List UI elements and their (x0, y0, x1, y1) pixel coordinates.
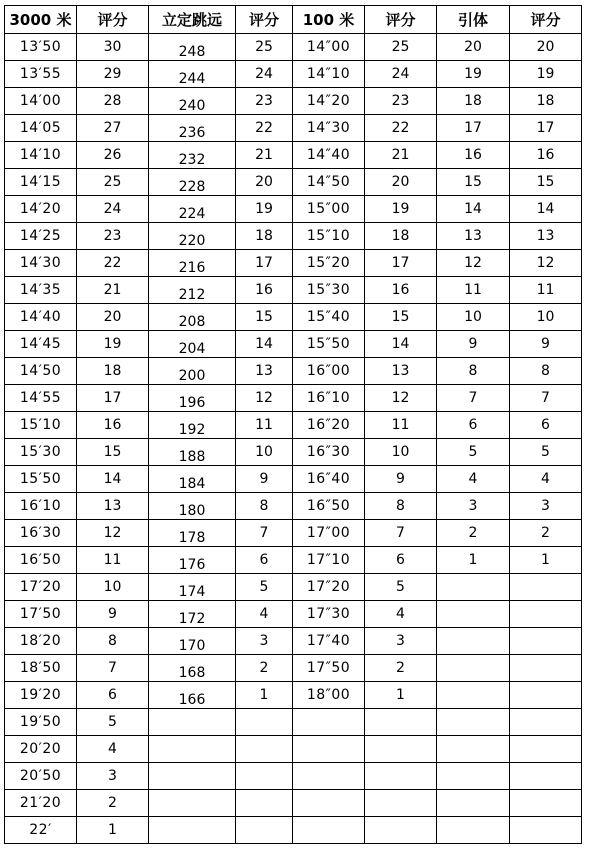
cell-3000m-time: 20′50 (5, 763, 77, 790)
cell-pull-up: 15 (437, 169, 510, 196)
cell-long-jump-score: 7 (236, 520, 293, 547)
cell-long-jump: 232 (149, 142, 236, 169)
cell-100m-score: 5 (365, 574, 437, 601)
cell-pull-up (437, 709, 510, 736)
cell-long-jump-score: 24 (236, 61, 293, 88)
cell-pull-up (437, 790, 510, 817)
cell-100m-score: 18 (365, 223, 437, 250)
cell-long-jump: 244 (149, 61, 236, 88)
cell-long-jump: 200 (149, 358, 236, 385)
cell-long-jump: 212 (149, 277, 236, 304)
cell-100m-time: 14″10 (293, 61, 365, 88)
cell-long-jump-score: 25 (236, 34, 293, 61)
table-row (5, 628, 582, 655)
cell-100m-time: 17″30 (293, 601, 365, 628)
table-row (5, 736, 582, 763)
cell-3000m-score: 22 (77, 250, 149, 277)
cell-pull-up: 12 (437, 250, 510, 277)
cell-pull-up-score: 20 (510, 34, 582, 61)
cell-long-jump (149, 763, 236, 790)
cell-pull-up-score: 6 (510, 412, 582, 439)
cell-long-jump-score: 23 (236, 88, 293, 115)
cell-100m-time: 15″40 (293, 304, 365, 331)
cell-long-jump (149, 736, 236, 763)
cell-3000m-score: 5 (77, 709, 149, 736)
cell-100m-score: 20 (365, 169, 437, 196)
table-row (5, 331, 582, 358)
cell-100m-time: 17″40 (293, 628, 365, 655)
cell-100m-time: 16″10 (293, 385, 365, 412)
cell-long-jump: 172 (149, 601, 236, 628)
cell-3000m-time: 14′25 (5, 223, 77, 250)
cell-pull-up-score: 12 (510, 250, 582, 277)
cell-pull-up-score: 19 (510, 61, 582, 88)
cell-3000m-time: 14′00 (5, 88, 77, 115)
cell-3000m-time: 15′10 (5, 412, 77, 439)
cell-100m-score: 17 (365, 250, 437, 277)
cell-100m-score: 22 (365, 115, 437, 142)
cell-100m-score: 4 (365, 601, 437, 628)
cell-long-jump-score: 2 (236, 655, 293, 682)
cell-long-jump-score: 4 (236, 601, 293, 628)
cell-long-jump: 224 (149, 196, 236, 223)
header-score-pull-up: 评分 (510, 6, 582, 34)
cell-100m-score: 11 (365, 412, 437, 439)
cell-3000m-score: 20 (77, 304, 149, 331)
cell-100m-score (365, 736, 437, 763)
cell-3000m-score: 6 (77, 682, 149, 709)
cell-long-jump: 208 (149, 304, 236, 331)
cell-pull-up-score: 17 (510, 115, 582, 142)
cell-long-jump: 228 (149, 169, 236, 196)
cell-100m-score: 24 (365, 61, 437, 88)
cell-3000m-score: 19 (77, 331, 149, 358)
cell-100m-time: 14″00 (293, 34, 365, 61)
cell-pull-up-score: 16 (510, 142, 582, 169)
cell-100m-time: 14″50 (293, 169, 365, 196)
cell-pull-up (437, 601, 510, 628)
cell-pull-up (437, 655, 510, 682)
cell-long-jump-score: 15 (236, 304, 293, 331)
cell-long-jump-score: 9 (236, 466, 293, 493)
cell-pull-up: 17 (437, 115, 510, 142)
cell-100m-score: 2 (365, 655, 437, 682)
cell-long-jump-score: 8 (236, 493, 293, 520)
cell-100m-time (293, 709, 365, 736)
cell-3000m-time: 19′50 (5, 709, 77, 736)
cell-3000m-time: 13′55 (5, 61, 77, 88)
cell-long-jump: 236 (149, 115, 236, 142)
cell-long-jump: 220 (149, 223, 236, 250)
cell-pull-up-score: 7 (510, 385, 582, 412)
cell-100m-time (293, 817, 365, 844)
cell-3000m-score: 21 (77, 277, 149, 304)
cell-3000m-score: 14 (77, 466, 149, 493)
cell-pull-up-score: 4 (510, 466, 582, 493)
cell-pull-up: 5 (437, 439, 510, 466)
header-score-100m: 评分 (365, 6, 437, 34)
cell-100m-time: 16″50 (293, 493, 365, 520)
table-row (5, 277, 582, 304)
cell-100m-time: 15″30 (293, 277, 365, 304)
cell-100m-time (293, 736, 365, 763)
cell-pull-up: 4 (437, 466, 510, 493)
cell-pull-up: 1 (437, 547, 510, 574)
cell-3000m-score: 4 (77, 736, 149, 763)
table-row (5, 790, 582, 817)
cell-100m-time: 17″50 (293, 655, 365, 682)
cell-100m-score: 16 (365, 277, 437, 304)
score-table (4, 5, 582, 844)
cell-100m-time: 16″20 (293, 412, 365, 439)
cell-100m-score: 25 (365, 34, 437, 61)
cell-pull-up: 2 (437, 520, 510, 547)
cell-long-jump-score: 11 (236, 412, 293, 439)
cell-pull-up-score (510, 790, 582, 817)
cell-long-jump: 170 (149, 628, 236, 655)
table-row (5, 682, 582, 709)
cell-pull-up: 14 (437, 196, 510, 223)
header-score-3000m: 评分 (77, 6, 149, 34)
table-row (5, 520, 582, 547)
cell-3000m-time: 16′50 (5, 547, 77, 574)
table-row (5, 655, 582, 682)
cell-pull-up (437, 736, 510, 763)
cell-100m-score: 1 (365, 682, 437, 709)
cell-pull-up-score (510, 655, 582, 682)
cell-3000m-score: 29 (77, 61, 149, 88)
cell-long-jump-score: 18 (236, 223, 293, 250)
cell-pull-up: 9 (437, 331, 510, 358)
cell-100m-time: 15″00 (293, 196, 365, 223)
cell-long-jump (149, 790, 236, 817)
cell-pull-up: 3 (437, 493, 510, 520)
cell-100m-score: 14 (365, 331, 437, 358)
cell-long-jump-score: 10 (236, 439, 293, 466)
cell-long-jump-score: 16 (236, 277, 293, 304)
cell-long-jump: 204 (149, 331, 236, 358)
table-row (5, 385, 582, 412)
table-row (5, 88, 582, 115)
cell-pull-up-score: 11 (510, 277, 582, 304)
header-row (5, 6, 582, 34)
cell-pull-up (437, 763, 510, 790)
cell-3000m-time: 14′55 (5, 385, 77, 412)
cell-pull-up-score (510, 574, 582, 601)
table-body (5, 34, 582, 844)
cell-100m-score: 3 (365, 628, 437, 655)
cell-pull-up: 6 (437, 412, 510, 439)
cell-3000m-score: 30 (77, 34, 149, 61)
cell-pull-up (437, 817, 510, 844)
table-row (5, 412, 582, 439)
cell-100m-time: 17″20 (293, 574, 365, 601)
cell-100m-score: 13 (365, 358, 437, 385)
cell-long-jump-score (236, 736, 293, 763)
cell-100m-time: 17″00 (293, 520, 365, 547)
cell-100m-score: 12 (365, 385, 437, 412)
cell-3000m-time: 13′50 (5, 34, 77, 61)
table-row (5, 493, 582, 520)
cell-long-jump (149, 817, 236, 844)
cell-3000m-time: 19′20 (5, 682, 77, 709)
cell-3000m-score: 9 (77, 601, 149, 628)
cell-3000m-time: 21′20 (5, 790, 77, 817)
cell-pull-up: 8 (437, 358, 510, 385)
cell-long-jump-score: 19 (236, 196, 293, 223)
table-row (5, 358, 582, 385)
cell-100m-score: 8 (365, 493, 437, 520)
cell-100m-score (365, 709, 437, 736)
cell-long-jump: 192 (149, 412, 236, 439)
cell-3000m-score: 11 (77, 547, 149, 574)
table-row (5, 709, 582, 736)
cell-100m-time: 18″00 (293, 682, 365, 709)
cell-pull-up (437, 682, 510, 709)
cell-100m-score: 9 (365, 466, 437, 493)
cell-100m-score (365, 763, 437, 790)
cell-3000m-score: 15 (77, 439, 149, 466)
cell-long-jump: 196 (149, 385, 236, 412)
cell-3000m-score: 7 (77, 655, 149, 682)
cell-3000m-score: 25 (77, 169, 149, 196)
cell-100m-time: 15″50 (293, 331, 365, 358)
cell-pull-up: 13 (437, 223, 510, 250)
cell-100m-time: 16″40 (293, 466, 365, 493)
cell-100m-time: 16″30 (293, 439, 365, 466)
cell-long-jump: 166 (149, 682, 236, 709)
cell-100m-score: 7 (365, 520, 437, 547)
cell-3000m-time: 22′ (5, 817, 77, 844)
cell-3000m-time: 14′10 (5, 142, 77, 169)
cell-100m-time (293, 763, 365, 790)
cell-pull-up-score: 2 (510, 520, 582, 547)
cell-100m-time: 14″40 (293, 142, 365, 169)
header-3000m: 3000 米 (5, 6, 77, 34)
header-pull-up: 引体 (437, 6, 510, 34)
cell-100m-time: 14″30 (293, 115, 365, 142)
cell-3000m-time: 16′10 (5, 493, 77, 520)
cell-3000m-score: 16 (77, 412, 149, 439)
table-row (5, 763, 582, 790)
cell-pull-up: 16 (437, 142, 510, 169)
cell-pull-up: 7 (437, 385, 510, 412)
cell-pull-up-score: 3 (510, 493, 582, 520)
cell-pull-up-score (510, 817, 582, 844)
cell-pull-up-score: 14 (510, 196, 582, 223)
cell-pull-up-score: 5 (510, 439, 582, 466)
cell-long-jump-score (236, 709, 293, 736)
cell-100m-score (365, 817, 437, 844)
cell-3000m-score: 1 (77, 817, 149, 844)
cell-long-jump (149, 709, 236, 736)
cell-3000m-time: 14′45 (5, 331, 77, 358)
cell-3000m-score: 17 (77, 385, 149, 412)
cell-100m-score: 23 (365, 88, 437, 115)
table-row (5, 34, 582, 61)
cell-3000m-score: 23 (77, 223, 149, 250)
cell-pull-up-score (510, 709, 582, 736)
cell-3000m-time: 14′35 (5, 277, 77, 304)
cell-pull-up (437, 574, 510, 601)
cell-3000m-score: 26 (77, 142, 149, 169)
table-row (5, 142, 582, 169)
cell-100m-score: 19 (365, 196, 437, 223)
header-100m: 100 米 (293, 6, 365, 34)
cell-3000m-score: 8 (77, 628, 149, 655)
cell-long-jump: 178 (149, 520, 236, 547)
table-row (5, 61, 582, 88)
cell-pull-up: 20 (437, 34, 510, 61)
cell-100m-time (293, 790, 365, 817)
cell-pull-up-score: 15 (510, 169, 582, 196)
cell-3000m-time: 14′50 (5, 358, 77, 385)
cell-long-jump-score: 13 (236, 358, 293, 385)
cell-3000m-time: 14′20 (5, 196, 77, 223)
cell-long-jump: 168 (149, 655, 236, 682)
table-row (5, 817, 582, 844)
table-row (5, 574, 582, 601)
cell-100m-score (365, 790, 437, 817)
cell-100m-time: 15″10 (293, 223, 365, 250)
cell-pull-up-score (510, 628, 582, 655)
cell-3000m-score: 3 (77, 763, 149, 790)
cell-pull-up-score: 18 (510, 88, 582, 115)
cell-100m-score: 10 (365, 439, 437, 466)
cell-3000m-time: 16′30 (5, 520, 77, 547)
cell-3000m-score: 18 (77, 358, 149, 385)
cell-3000m-time: 14′30 (5, 250, 77, 277)
cell-pull-up-score: 10 (510, 304, 582, 331)
cell-pull-up: 11 (437, 277, 510, 304)
cell-long-jump: 248 (149, 34, 236, 61)
cell-3000m-time: 18′50 (5, 655, 77, 682)
table-row (5, 304, 582, 331)
cell-long-jump-score (236, 817, 293, 844)
cell-3000m-score: 12 (77, 520, 149, 547)
cell-long-jump: 174 (149, 574, 236, 601)
cell-3000m-time: 14′40 (5, 304, 77, 331)
cell-3000m-score: 28 (77, 88, 149, 115)
cell-long-jump-score: 21 (236, 142, 293, 169)
cell-long-jump-score: 14 (236, 331, 293, 358)
cell-3000m-time: 17′20 (5, 574, 77, 601)
table-row (5, 223, 582, 250)
cell-pull-up-score: 9 (510, 331, 582, 358)
header-score-long-jump: 评分 (236, 6, 293, 34)
cell-3000m-time: 17′50 (5, 601, 77, 628)
cell-100m-time: 16″00 (293, 358, 365, 385)
table-row (5, 439, 582, 466)
cell-3000m-score: 10 (77, 574, 149, 601)
cell-3000m-time: 20′20 (5, 736, 77, 763)
cell-long-jump-score: 3 (236, 628, 293, 655)
cell-long-jump: 180 (149, 493, 236, 520)
table-row (5, 601, 582, 628)
cell-long-jump-score (236, 763, 293, 790)
cell-long-jump: 216 (149, 250, 236, 277)
cell-3000m-score: 27 (77, 115, 149, 142)
cell-pull-up (437, 628, 510, 655)
cell-3000m-time: 14′15 (5, 169, 77, 196)
cell-long-jump-score: 22 (236, 115, 293, 142)
cell-long-jump-score: 6 (236, 547, 293, 574)
cell-pull-up-score (510, 763, 582, 790)
cell-pull-up-score (510, 601, 582, 628)
table-row (5, 250, 582, 277)
cell-pull-up-score (510, 682, 582, 709)
cell-3000m-score: 2 (77, 790, 149, 817)
cell-3000m-time: 18′20 (5, 628, 77, 655)
cell-100m-score: 21 (365, 142, 437, 169)
table-row (5, 169, 582, 196)
cell-long-jump-score: 20 (236, 169, 293, 196)
cell-long-jump-score: 5 (236, 574, 293, 601)
cell-long-jump: 240 (149, 88, 236, 115)
cell-pull-up-score: 13 (510, 223, 582, 250)
table-row (5, 196, 582, 223)
table-row (5, 115, 582, 142)
cell-long-jump-score: 17 (236, 250, 293, 277)
table-row (5, 466, 582, 493)
cell-long-jump: 188 (149, 439, 236, 466)
cell-100m-time: 15″20 (293, 250, 365, 277)
cell-long-jump-score: 12 (236, 385, 293, 412)
table-row (5, 547, 582, 574)
cell-pull-up-score: 1 (510, 547, 582, 574)
cell-100m-time: 17″10 (293, 547, 365, 574)
cell-long-jump: 184 (149, 466, 236, 493)
cell-long-jump-score: 1 (236, 682, 293, 709)
cell-3000m-time: 15′50 (5, 466, 77, 493)
cell-pull-up-score: 8 (510, 358, 582, 385)
cell-3000m-time: 14′05 (5, 115, 77, 142)
cell-100m-time: 14″20 (293, 88, 365, 115)
cell-long-jump-score (236, 790, 293, 817)
cell-100m-score: 15 (365, 304, 437, 331)
cell-3000m-time: 15′30 (5, 439, 77, 466)
cell-100m-score: 6 (365, 547, 437, 574)
cell-pull-up-score (510, 736, 582, 763)
cell-3000m-score: 13 (77, 493, 149, 520)
cell-pull-up: 19 (437, 61, 510, 88)
cell-3000m-score: 24 (77, 196, 149, 223)
cell-pull-up: 10 (437, 304, 510, 331)
cell-long-jump: 176 (149, 547, 236, 574)
cell-pull-up: 18 (437, 88, 510, 115)
header-standing-long-jump: 立定跳远 (149, 6, 236, 34)
